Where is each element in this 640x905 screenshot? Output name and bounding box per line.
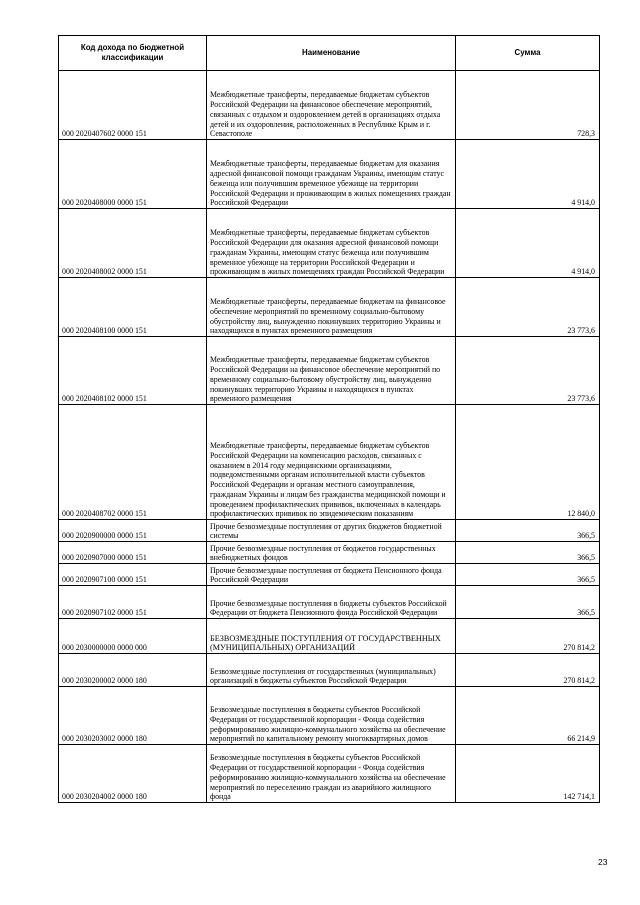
row-sum: 366,5 [456, 586, 600, 619]
row-name: Межбюджетные трансферты, передаваемые бюджетам субъектов Российской Федерации для оказания адресной финансовой помощи гражданам Украины, имеющим статус беженца или получившим временное убежище на территории Российской Федерации и проживающим в жилых помещениях граждан Российской Федерации [207, 209, 456, 278]
table-row [59, 278, 600, 337]
row-code: 000 2020907100 0000 151 [59, 564, 207, 586]
row-sum: 270 814,2 [456, 619, 600, 654]
table-row [59, 71, 600, 140]
row-name: Межбюджетные трансферты, передаваемые бюджетам субъектов Российской Федерации на компенсацию расходов, связанных с оказанием в 2014 году медицинскими организациями, подведомственными органам исполнительной власти субъектов Российской Федерации и органам местного самоуправления, гражданам Украины и лицам без гражданства медицинской помощи и проведением профилактических прививок, включенных в календарь профилактических прививок по эпидемическим показаниям [207, 405, 456, 520]
row-name: Безвозмездные поступления в бюджеты субъектов Российской Федерации от государственной корпорации - Фонда содействия реформированию жилищно-коммунального хозяйства на обеспечение мероприятий по переселению граждан из аварийного жилищного фонда [207, 745, 456, 803]
table-row [59, 564, 600, 586]
row-name: Межбюджетные трансферты, передаваемые бюджетам субъектов Российской Федерации на финансовое обеспечение мероприятий по временному социально-бытовому обустройству лиц, вынужденно покинувших территорию Украины и находящихся в пунктах временного размещения [207, 337, 456, 405]
row-code: 000 2020408000 0000 151 [59, 140, 207, 209]
row-sum: 23 773,6 [456, 337, 600, 405]
row-code: 000 2020408002 0000 151 [59, 209, 207, 278]
row-name: БЕЗВОЗМЕЗДНЫЕ ПОСТУПЛЕНИЯ ОТ ГОСУДАРСТВЕННЫХ (МУНИЦИПАЛЬНЫХ) ОРГАНИЗАЦИЙ [207, 619, 456, 654]
row-name: Прочие безвозмездные поступления от других бюджетов бюджетной системы [207, 520, 456, 542]
row-code: 000 2020907102 0000 151 [59, 586, 207, 619]
row-sum: 142 714,1 [456, 745, 600, 803]
table-row [59, 209, 600, 278]
row-code: 000 2020408100 0000 151 [59, 278, 207, 337]
row-code: 000 2020900000 0000 151 [59, 520, 207, 542]
row-name: Межбюджетные трансферты, передаваемые бюджетам на финансовое обеспечение мероприятий по временному социально-бытовому обустройству лиц, вынужденно покинувших территорию Украины и находящихся в пунктах временного размещения [207, 278, 456, 337]
revenue-table [58, 35, 600, 803]
table-row [59, 405, 600, 520]
row-sum: 366,5 [456, 542, 600, 564]
row-code: 000 2020407602 0000 151 [59, 71, 207, 140]
row-sum: 12 840,0 [456, 405, 600, 520]
table-row [59, 542, 600, 564]
row-code: 000 2030203002 0000 180 [59, 687, 207, 745]
row-code: 000 2030200002 0000 180 [59, 654, 207, 687]
table-header-row [59, 36, 600, 71]
page-number: 23 [598, 857, 608, 867]
row-name: Безвозмездные поступления от государственных (муниципальных) организаций в бюджеты субъектов Российской Федерации [207, 654, 456, 687]
row-name: Прочие безвозмездные поступления от бюджета Пенсионного фонда Российской Федерации [207, 564, 456, 586]
row-code: 000 2020408102 0000 151 [59, 337, 207, 405]
row-sum: 23 773,6 [456, 278, 600, 337]
row-name: Безвозмездные поступления в бюджеты субъектов Российской Федерации от государственной корпорации - Фонда содействия реформированию жилищно-коммунального хозяйства на обеспечение мероприятий по капитальному ремонту многоквартирных домов [207, 687, 456, 745]
row-sum: 366,5 [456, 564, 600, 586]
table-row [59, 140, 600, 209]
table-row [59, 520, 600, 542]
row-name: Прочие безвозмездные поступления в бюджеты субъектов Российской Федерации от бюджета Пенсионного фонда Российской Федерации [207, 586, 456, 619]
table-row [59, 337, 600, 405]
row-sum: 66 214,9 [456, 687, 600, 745]
table-row [59, 586, 600, 619]
row-code: 000 2020408702 0000 151 [59, 405, 207, 520]
row-code: 000 2020907000 0000 151 [59, 542, 207, 564]
header-sum: Сумма [456, 36, 600, 71]
row-sum: 4 914,0 [456, 209, 600, 278]
row-sum: 728,3 [456, 71, 600, 140]
table-row [59, 619, 600, 654]
row-name: Межбюджетные трансферты, передаваемые бюджетам для оказания адресной финансовой помощи гражданам Украины, имеющим статус беженца или получившим временное убежище на территории Российской Федерации и проживающим в жилых помещениях граждан Российской Федерации [207, 140, 456, 209]
table-row [59, 745, 600, 803]
table-row [59, 654, 600, 687]
table-row [59, 687, 600, 745]
row-name: Межбюджетные трансферты, передаваемые бюджетам субъектов Российской Федерации на финансовое обеспечение мероприятий, связанных с отдыхом и оздоровлением детей в организациях отдыха детей и их оздоровления, расположенных в Республике Крым и г. Севастополе [207, 71, 456, 140]
row-code: 000 2030204002 0000 180 [59, 745, 207, 803]
row-name: Прочие безвозмездные поступления от бюджетов государственных внебюджетных фондов [207, 542, 456, 564]
header-code: Код дохода по бюджетной классификации [59, 36, 207, 71]
row-sum: 4 914,0 [456, 140, 600, 209]
row-sum: 270 814,2 [456, 654, 600, 687]
row-code: 000 2030000000 0000 000 [59, 619, 207, 654]
row-sum: 366,5 [456, 520, 600, 542]
header-name: Наименование [207, 36, 456, 71]
